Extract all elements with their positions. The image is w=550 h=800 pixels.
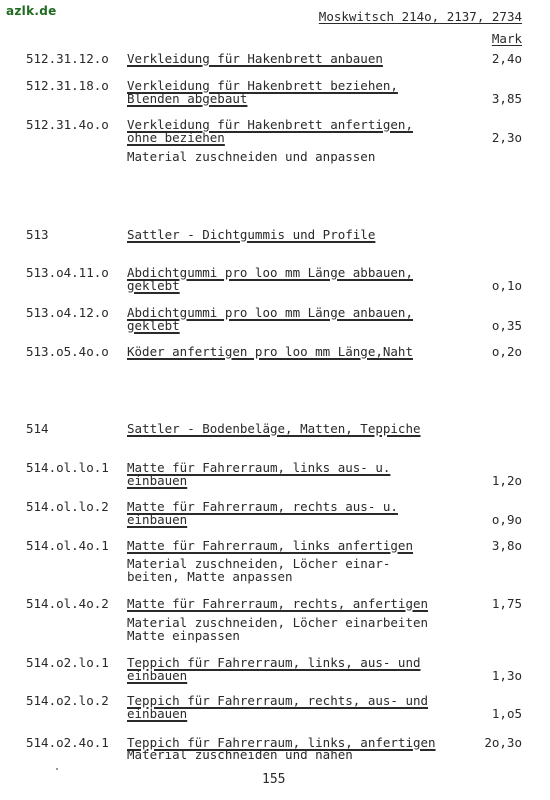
item-number: 514.o2.lo.1 — [26, 655, 109, 670]
item-description-continued: Blenden abgebaut — [127, 91, 248, 106]
item-description: Köder anfertigen pro loo mm Länge,Naht — [127, 344, 413, 359]
item-price: o,1o — [491, 278, 522, 293]
item-description-continued: einbauen — [127, 668, 188, 683]
item-description: Abdichtgummi pro loo mm Länge abbauen, — [127, 265, 413, 280]
item-description-continued: einbauen — [127, 473, 188, 488]
section-number: 513 — [26, 227, 49, 242]
item-description: Verkleidung für Hakenbrett anbauen — [127, 51, 383, 66]
item-description: Matte für Fahrerraum, links aus- u. — [127, 460, 391, 475]
item-note-continued: Matte einpassen — [127, 628, 240, 643]
item-description: Teppich für Fahrerraum, rechts, aus- und — [127, 693, 429, 708]
item-number: 512.31.18.o — [26, 78, 109, 93]
item-price: 2o,3o — [484, 735, 522, 750]
item-description: Matte für Fahrerraum, links anfertigen — [127, 538, 413, 553]
item-description: Teppich für Fahrerraum, links, aus- und — [127, 655, 421, 670]
item-note: Material zuschneiden und nähen — [127, 747, 353, 762]
item-price: o,35 — [491, 318, 522, 333]
item-description-continued: einbauen — [127, 512, 188, 527]
item-description: Matte für Fahrerraum, rechts aus- u. — [127, 499, 398, 514]
item-number: 514.ol.4o.2 — [26, 596, 109, 611]
item-number: 514.ol.lo.2 — [26, 499, 109, 514]
item-number: 512.31.4o.o — [26, 117, 109, 132]
item-description: Verkleidung für Hakenbrett beziehen, — [127, 78, 398, 93]
item-number: 513.o4.11.o — [26, 265, 109, 280]
item-note-continued: beiten, Matte anpassen — [127, 569, 293, 584]
section-title: Sattler - Dichtgummis und Profile — [127, 227, 376, 242]
page-header-title: Moskwitsch 214o, 2137, 2734 — [318, 9, 522, 24]
item-price: 2,4o — [491, 51, 522, 66]
item-price: 2,3o — [491, 130, 522, 145]
item-note: Material zuschneiden und anpassen — [127, 149, 376, 164]
item-note: Material zuschneiden, Löcher einarbeiten — [127, 615, 429, 630]
item-description-continued: einbauen — [127, 706, 188, 721]
item-description: Verkleidung für Hakenbrett anfertigen, — [127, 117, 413, 132]
item-number: 514.ol.4o.1 — [26, 538, 109, 553]
item-number: 512.31.12.o — [26, 51, 109, 66]
item-number: 514.o2.4o.1 — [26, 735, 109, 750]
item-description: Abdichtgummi pro loo mm Länge anbauen, — [127, 305, 413, 320]
item-price: 1,2o — [491, 473, 522, 488]
item-price: 1,3o — [491, 668, 522, 683]
item-price: 3,8o — [491, 538, 522, 553]
item-number: 513.o5.4o.o — [26, 344, 109, 359]
item-description: Matte für Fahrerraum, rechts, anfertigen — [127, 596, 429, 611]
item-description-continued: geklebt — [127, 278, 180, 293]
item-number: 514.o2.lo.2 — [26, 693, 109, 708]
page-number: 155 — [262, 772, 286, 787]
item-number: 514.ol.lo.1 — [26, 460, 109, 475]
item-number: 513.o4.12.o — [26, 305, 109, 320]
section-title: Sattler - Bodenbeläge, Matten, Teppiche — [127, 421, 421, 436]
item-description-continued: ohne beziehen — [127, 130, 225, 145]
unit-column-header: Mark — [491, 31, 522, 46]
item-description-continued: geklebt — [127, 318, 180, 333]
item-price: 1,o5 — [491, 706, 522, 721]
watermark: azlk.de — [6, 4, 57, 18]
item-price: o,2o — [491, 344, 522, 359]
item-description: Teppich für Fahrerraum, links, anfertigen — [127, 735, 436, 750]
item-note: Material zuschneiden, Löcher einar- — [127, 556, 391, 571]
section-number: 514 — [26, 421, 49, 436]
item-price: 3,85 — [491, 91, 522, 106]
item-price: 1,75 — [491, 596, 522, 611]
item-price: o,9o — [491, 512, 522, 527]
scan-speck — [56, 768, 58, 770]
